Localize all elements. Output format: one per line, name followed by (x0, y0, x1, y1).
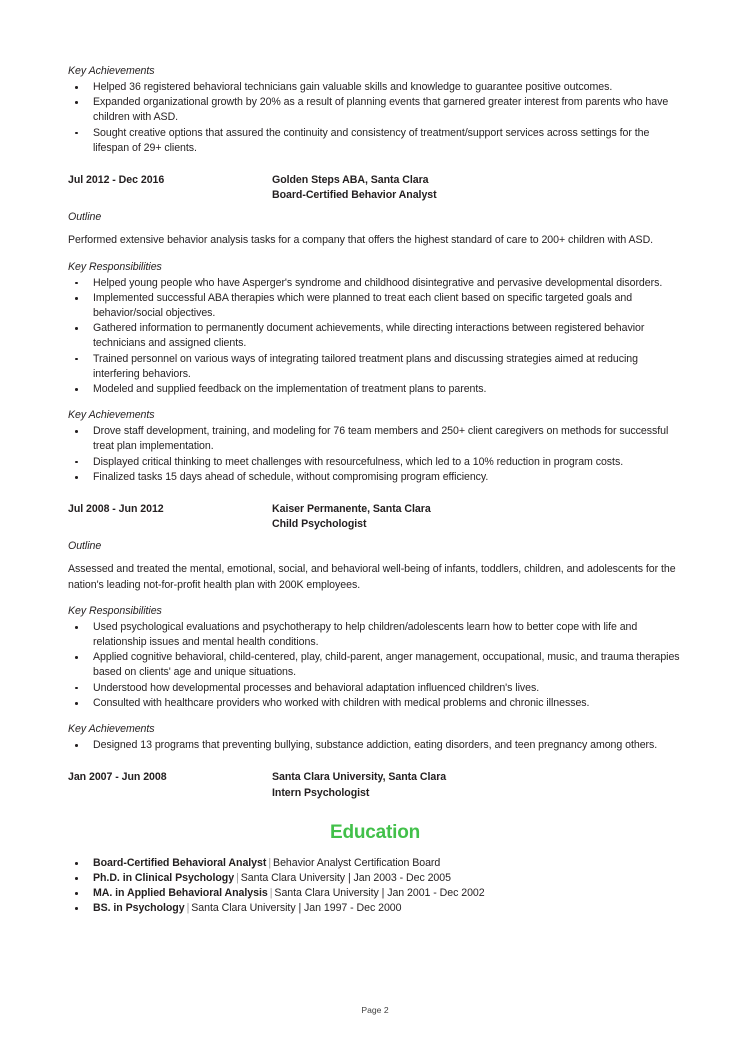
list-section-label: Key Responsibilities (68, 260, 162, 273)
list-item-text: Modeled and supplied feedback on the implementation of treatment plans to parents. (93, 383, 487, 396)
spacer (68, 532, 682, 539)
job-dates: Jul 2012 - Dec 2016 (68, 174, 165, 187)
spacer (68, 397, 682, 408)
outline-label: Outline (68, 540, 102, 553)
bullet-dot-icon (75, 297, 78, 300)
list-section-label: Key Achievements (68, 65, 155, 77)
list-item-text: Sought creative options that assured the continuity and consistency of treatment/support services across settings for the lifespan of 29+ clients. (93, 126, 650, 154)
education-section-heading: Education (329, 821, 421, 843)
outline-text: Assessed and treated the mental, emotional, social, and behavioral well-being of infants, toddlers, children, and adolescents for the nation's leading not-for-profit health plan with 200K employees. (68, 563, 676, 591)
bullet-dot-icon (75, 892, 78, 895)
education-degree: BS. in Psychology (93, 902, 185, 915)
job-company: Santa Clara University, Santa Clara (272, 771, 447, 784)
education-list (68, 856, 682, 917)
spacer (68, 485, 682, 502)
spacer (68, 801, 682, 821)
education-separator: | (186, 902, 190, 915)
job-company-title (272, 502, 682, 532)
bullet-dot-icon (75, 327, 78, 330)
outline-label: Outline (68, 211, 102, 224)
bullet-dot-icon (75, 862, 78, 865)
bullet-list (68, 424, 682, 485)
list-item (68, 470, 682, 485)
spacer (68, 711, 682, 722)
list-item (68, 424, 682, 454)
bullet-dot-icon (75, 101, 78, 104)
bullet-dot-icon (75, 877, 78, 880)
job-header (68, 173, 682, 203)
list-section-label: Key Achievements (68, 409, 155, 422)
list-item (68, 276, 682, 291)
list-item-text: Drove staff development, training, and modeling for 76 team members and 250+ client caregivers on methods for successful treat plan implementation. (93, 425, 669, 453)
list-item (68, 681, 682, 696)
bullet-list (68, 276, 682, 398)
spacer (68, 249, 682, 260)
outline-text: Performed extensive behavior analysis tasks for a company that offers the highest standard of care to 200+ children with ASD. (68, 234, 654, 247)
education-item (68, 856, 682, 871)
spacer (68, 226, 682, 233)
education-degree: MA. in Applied Behavioral Analysis (93, 887, 268, 900)
job-company: Kaiser Permanente, Santa Clara (272, 503, 431, 516)
list-item (68, 382, 682, 397)
spacer (68, 845, 682, 856)
education-item (68, 871, 682, 886)
list-item (68, 80, 682, 95)
list-item (68, 352, 682, 382)
job-header (68, 770, 682, 800)
bullet-dot-icon (75, 476, 78, 479)
spacer (68, 593, 682, 604)
spacer (68, 555, 682, 562)
education-separator: | (236, 871, 239, 884)
bullet-dot-icon (75, 132, 78, 135)
list-item-text: Gathered information to permanently document achievements, while directing interactions between registered behavior technicians and assigned clients. (93, 322, 645, 350)
job-title: Intern Psychologist (272, 786, 370, 799)
job-company-title (272, 770, 682, 800)
list-item-text: Implemented successful ABA therapies which were planned to treat each client based on specific targeted goals and behavior/social objectives. (93, 291, 633, 320)
bullet-dot-icon (75, 687, 78, 690)
education-detail: Behavior Analyst Certification Board (273, 856, 441, 869)
list-item-text: Trained personnel on various ways of integrating tailored treatment plans and discussing strategies aimed at reducing interfering behaviors. (93, 352, 638, 380)
education-detail: Santa Clara University | Jan 1997 - Dec 2000 (191, 902, 402, 915)
list-item (68, 650, 682, 680)
list-item (68, 620, 682, 650)
bullet-list (68, 738, 682, 753)
list-item (68, 696, 682, 711)
bullet-dot-icon (75, 86, 78, 89)
bullet-dot-icon (75, 388, 78, 391)
bullet-dot-icon (75, 461, 78, 464)
education-item (68, 886, 682, 901)
list-item (68, 321, 682, 351)
bullet-dot-icon (75, 702, 78, 705)
job-title: Board-Certified Behavior Analyst (272, 189, 437, 202)
education-item (68, 901, 682, 916)
list-item (68, 738, 682, 753)
job-dates: Jan 2007 - Jun 2008 (68, 771, 167, 784)
list-item (68, 291, 682, 321)
list-item-text: Applied cognitive behavioral, child-centered, play, child-parent, anger management, occupational, music, and trauma therapies based on clients' age and unique situations. (93, 651, 680, 679)
job-company-title (272, 173, 682, 203)
bullet-dot-icon (75, 358, 78, 361)
job-title: Child Psychologist (272, 518, 367, 531)
list-section-label: Key Achievements (68, 723, 155, 736)
list-item (68, 455, 682, 470)
list-section-label: Key Responsibilities (68, 604, 162, 617)
list-item-text: Consulted with healthcare providers who worked with children with medical problems and chronic illnesses. (93, 696, 590, 709)
bullet-list (68, 80, 682, 156)
education-separator: | (268, 856, 272, 869)
spacer (68, 203, 682, 210)
list-item (68, 126, 682, 156)
job-company: Golden Steps ABA, Santa Clara (272, 174, 429, 187)
experience-blocks (68, 64, 682, 801)
bullet-dot-icon (75, 907, 78, 910)
education-detail: Santa Clara University | Jan 2003 - Dec 2005 (240, 871, 451, 884)
list-item-text: Designed 13 programs that preventing bullying, substance addiction, eating disorders, and teen pregnancy among others. (93, 739, 658, 752)
list-item-text: Used psychological evaluations and psychotherapy to help children/adolescents learn how to better cope with life and relationship issues and mental health conditions. (93, 620, 638, 649)
list-item-text: Finalized tasks 15 days ahead of schedule, without compromising program efficiency. (93, 470, 489, 483)
list-item-text: Displayed critical thinking to meet challenges with resourcefulness, which led to a 10% reduction in program costs. (93, 455, 624, 468)
job-dates: Jul 2008 - Jun 2012 (68, 503, 164, 516)
education-degree: Ph.D. in Clinical Psychology (93, 871, 235, 884)
spacer (68, 753, 682, 770)
education-detail: Santa Clara University | Jan 2001 - Dec 2002 (274, 887, 485, 900)
bullet-dot-icon (75, 656, 78, 659)
education-separator: | (269, 887, 273, 900)
page-footer: Page 2 (361, 1005, 389, 1015)
bullet-dot-icon (75, 626, 78, 629)
list-item-text: Expanded organizational growth by 20% as a result of planning events that garnered greater interest from parents who have children with ASD. (93, 96, 669, 124)
list-item-text: Helped 36 registered behavioral technicians gain valuable skills and knowledge to guarantee positive outcomes. (93, 81, 613, 93)
list-item-text: Understood how developmental processes and behavioral adaptation influenced children's lives. (93, 681, 540, 694)
spacer (68, 156, 682, 173)
job-header (68, 502, 682, 532)
list-item-text: Helped young people who have Asperger's syndrome and childhood disintegrative and pervasive developmental disorders. (93, 276, 663, 289)
education-degree: Board-Certified Behavioral Analyst (93, 856, 267, 869)
bullet-list (68, 620, 682, 711)
bullet-dot-icon (75, 744, 78, 747)
resume-content (68, 64, 682, 917)
bullet-dot-icon (75, 430, 78, 433)
bullet-dot-icon (75, 282, 78, 285)
list-item (68, 95, 682, 125)
